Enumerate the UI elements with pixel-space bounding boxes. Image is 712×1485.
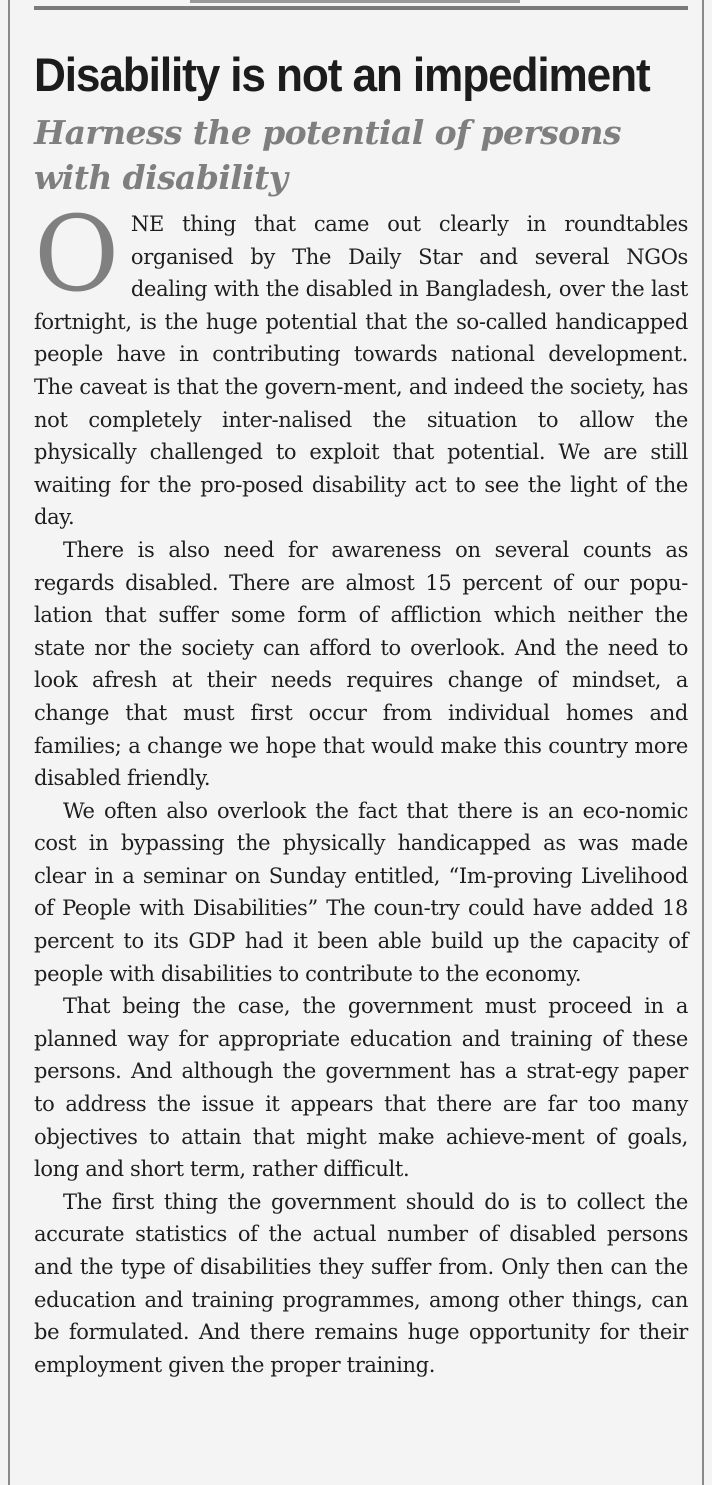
- clipped-previous-content: [190, 0, 520, 3]
- top-rule-divider: [34, 6, 688, 10]
- paragraph-4: That being the case, the government must proceed in a planned way for appropriate education and training of these persons. And although the government has a strat-egy paper to address the issue it appears that there are far too many objectives to attain that might make achieve-ment of goals, long and short term, rather difficult.: [34, 994, 688, 1182]
- paragraph-5: The first thing the government should do is to collect the accurate statistics of the actual number of disabled persons and the type of disabilities they suffer from. Only then can the education and training programmes, among other things, can be formulated. And there remains huge opportunity for their employment given the proper training.: [34, 1189, 688, 1377]
- paragraph-3: We often also overlook the fact that there is an eco-nomic cost in bypassing the physically handicapped as was made clear in a seminar on Sunday entitled, “Im-proving Livelihood of People with Disabilities” The coun-try could have added 18 percent to its GDP had it been able build up the capacity of people with disabilities to contribute to the economy.: [34, 798, 688, 986]
- dropcap: O: [34, 193, 119, 315]
- subheadline: Harness the potential of persons with disability: [34, 113, 621, 197]
- page-border-right: [702, 0, 704, 1485]
- article-body: [34, 193, 688, 1381]
- page-border-left: [8, 0, 10, 1485]
- headline: Disability is not an impediment: [34, 48, 650, 101]
- paragraph-1-text: NE thing that came out clearly in roundtables organised by The Daily Star and several NGOs dealing with the disabled in Bangladesh, over the last fortnight, is the huge potential that the so-called handicapped people have in contributing towards national development. The caveat is that the govern-ment, and indeed the society, has not completely inter-nalised the situation to allow the physically challenged to exploit that potential. We are still waiting for the pro-posed disability act to see the light of the day.: [34, 212, 688, 530]
- paragraph-1: [34, 193, 688, 534]
- paragraph-2: There is also need for awareness on several counts as regards disabled. There are almost 15 percent of our popu-lation that suffer some form of affliction which neither the state nor the society can afford to overlook. And the need to look afresh at their needs requires change of mindset, a change that must first occur from individual homes and families; a change we hope that would make this country more disabled friendly.: [34, 537, 688, 791]
- editorial-article: [34, 48, 688, 1381]
